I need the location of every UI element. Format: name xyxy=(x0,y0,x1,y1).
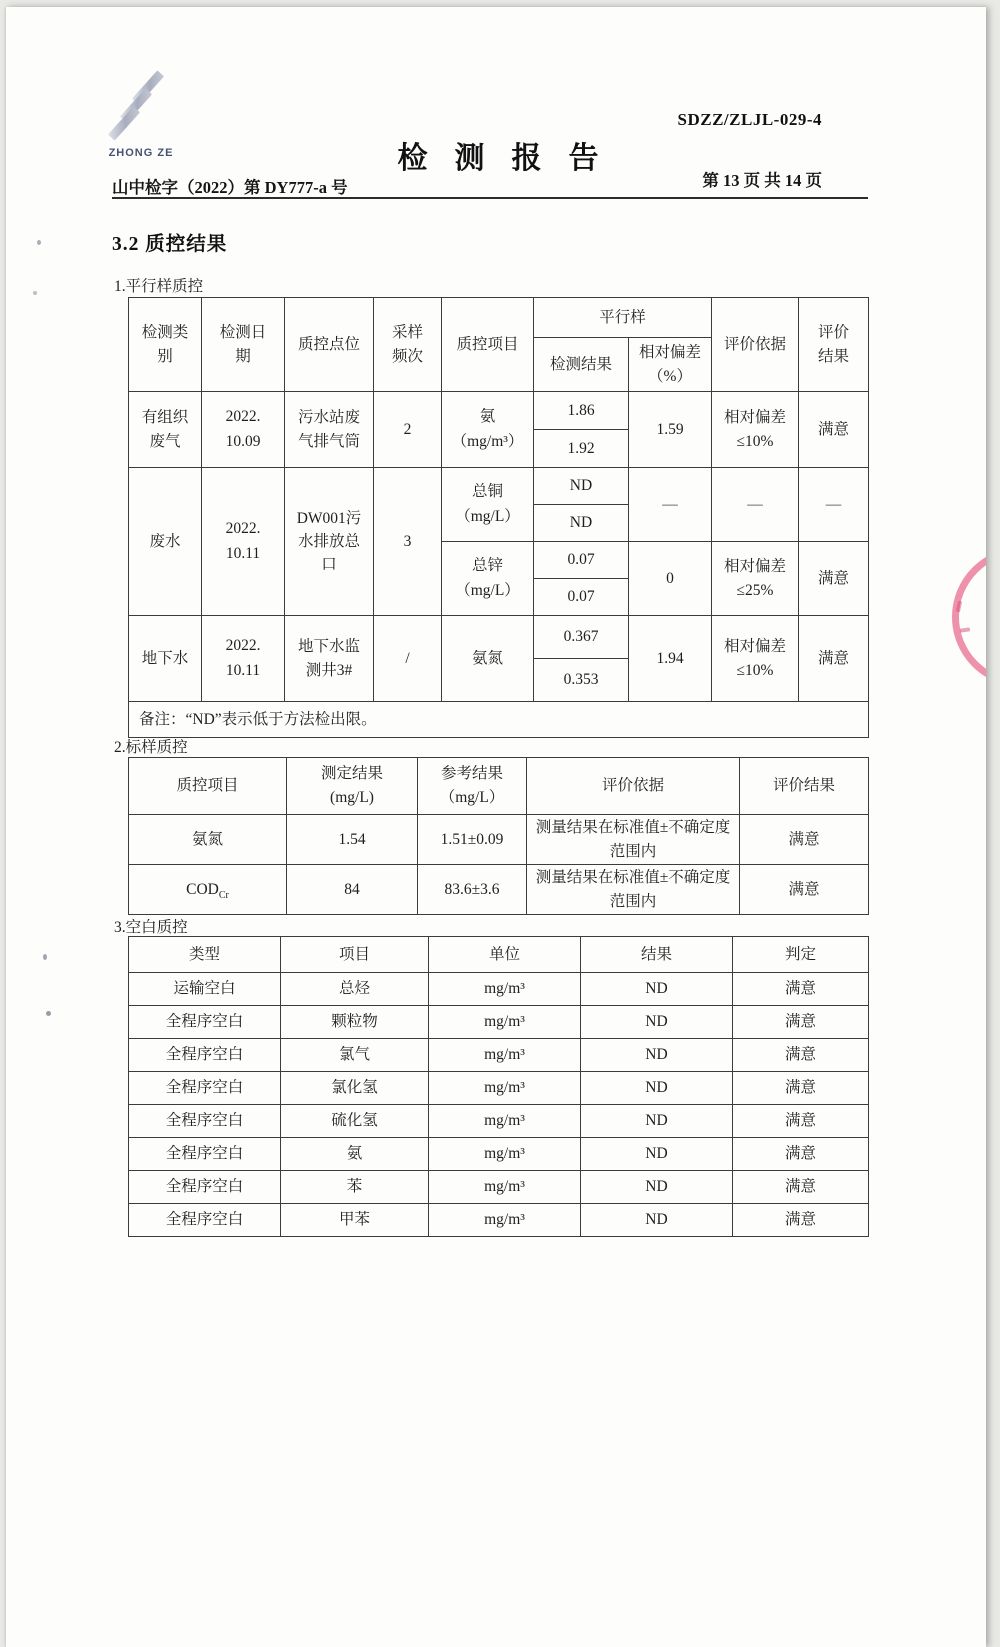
cell-freq: 3 xyxy=(374,468,442,616)
table-note: 备注：“ND”表示低于方法检出限。 xyxy=(129,702,869,738)
cell-item: 氯化氢 xyxy=(281,1072,429,1105)
cell-item: 氯气 xyxy=(281,1039,429,1072)
table-row xyxy=(129,392,869,430)
cell-category: 地下水 xyxy=(129,616,202,702)
parallel-table-caption: 1.平行样质控 xyxy=(114,278,204,295)
cell-evaluation: 满意 xyxy=(799,542,869,616)
item-subscript: Cr xyxy=(218,889,229,901)
cell-point: DW001污水排放总口 xyxy=(285,468,374,616)
cell-item: 甲苯 xyxy=(281,1204,429,1237)
table-row xyxy=(129,1171,869,1204)
section-heading: 3.2 质控结果 xyxy=(112,234,228,255)
header-unit: （mg/L） xyxy=(439,789,505,806)
cell-unit: mg/m³ xyxy=(429,1171,581,1204)
header-unit: (mg/L) xyxy=(330,789,374,806)
cell-item: 氨 xyxy=(281,1138,429,1171)
cell-evaluation: 满意 xyxy=(799,392,869,468)
table-row xyxy=(129,815,869,865)
cell-item: 总烃 xyxy=(281,973,429,1006)
cell-result: 0.07 xyxy=(534,542,629,579)
cell-item: 苯 xyxy=(281,1171,429,1204)
scan-speck xyxy=(33,291,37,295)
cell-result: ND xyxy=(581,1138,733,1171)
table-row xyxy=(129,616,869,659)
cell-evaluation: 满意 xyxy=(740,815,869,865)
col-header-parallel: 平行样 xyxy=(534,298,712,338)
cell-result: ND xyxy=(581,1072,733,1105)
table-row xyxy=(129,1039,869,1072)
scan-speck xyxy=(37,240,41,245)
cell-item: 氨氮 xyxy=(129,815,287,865)
scan-speck xyxy=(46,1011,51,1016)
table-row xyxy=(129,1138,869,1171)
cell-evaluation: 满意 xyxy=(799,616,869,702)
col-header-evaluation: 评价结果 xyxy=(740,758,869,815)
cell-judgement: 满意 xyxy=(733,1204,869,1237)
date-line: 2022. xyxy=(225,520,261,538)
date-line: 2022. xyxy=(225,408,261,426)
cell-result: ND xyxy=(581,1204,733,1237)
cell-judgement: 满意 xyxy=(733,1138,869,1171)
cell-unit: mg/m³ xyxy=(429,1072,581,1105)
cell-reference: 1.51±0.09 xyxy=(418,815,527,865)
table-row xyxy=(129,1204,869,1237)
cell-unit: mg/m³ xyxy=(429,973,581,1006)
cell-basis: 测量结果在标准值±不确定度范围内 xyxy=(527,865,740,915)
cell-category: 有组织废气 xyxy=(129,392,202,468)
cell-judgement: 满意 xyxy=(733,973,869,1006)
col-header-deviation: 相对偏差（%） xyxy=(629,338,712,392)
item-name: 总锌 xyxy=(471,557,503,575)
cell-item xyxy=(442,468,534,542)
cell-deviation: 0 xyxy=(629,542,712,616)
logo-text: ZHONG ZE xyxy=(108,147,174,159)
col-header-judgement: 判定 xyxy=(733,937,869,973)
cell-unit: mg/m³ xyxy=(429,1105,581,1138)
cell-basis: 相对偏差≤10% xyxy=(712,392,799,468)
col-header-category: 检测类别 xyxy=(129,298,202,392)
table-row xyxy=(129,1105,869,1138)
cell-date xyxy=(202,616,285,702)
table-row xyxy=(129,1006,869,1039)
page-indicator: 第 13 页 共 14 页 xyxy=(702,171,822,190)
cell-item: 硫化氢 xyxy=(281,1105,429,1138)
cell-basis: 相对偏差≤25% xyxy=(712,542,799,616)
standard-table-caption: 2.标样质控 xyxy=(114,739,188,756)
cell-category: 废水 xyxy=(129,468,202,616)
item-name: 总铜 xyxy=(471,483,503,501)
col-header-item: 质控项目 xyxy=(442,298,534,392)
table-row xyxy=(129,1072,869,1105)
cell-result: 1.86 xyxy=(534,392,629,430)
cell-judgement: 满意 xyxy=(733,1072,869,1105)
col-header-item: 项目 xyxy=(281,937,429,973)
blank-table-caption: 3.空白质控 xyxy=(114,919,188,936)
item-name: 氨 xyxy=(479,408,496,426)
table-header-row xyxy=(129,758,869,815)
item-unit: （mg/m³） xyxy=(451,432,524,450)
cell-type: 全程序空白 xyxy=(129,1105,281,1138)
cell-type: 运输空白 xyxy=(129,973,281,1006)
cell-basis: 测量结果在标准值±不确定度范围内 xyxy=(527,815,740,865)
col-header-basis: 评价依据 xyxy=(527,758,740,815)
parallel-qc-table xyxy=(128,297,869,738)
cell-evaluation: 满意 xyxy=(740,865,869,915)
stamp-arc xyxy=(952,547,986,687)
date-line: 10.11 xyxy=(225,661,261,679)
cell-item xyxy=(442,392,534,468)
cell-result: 0.367 xyxy=(534,616,629,659)
report-page xyxy=(6,7,986,1647)
cell-result: ND xyxy=(581,1105,733,1138)
header-divider xyxy=(112,197,868,199)
cell-date xyxy=(202,392,285,468)
cell-type: 全程序空白 xyxy=(129,1072,281,1105)
table-note-row xyxy=(129,702,869,738)
cell-item xyxy=(129,865,287,915)
cell-basis: 相对偏差≤10% xyxy=(712,616,799,702)
col-header-item: 质控项目 xyxy=(129,758,287,815)
col-header-evaluation: 评价结果 xyxy=(799,298,869,392)
cell-basis: — xyxy=(712,468,799,542)
cell-result: ND xyxy=(581,1039,733,1072)
table-row xyxy=(129,973,869,1006)
report-title-text: 检测报告 xyxy=(397,142,626,175)
table-header-row xyxy=(129,937,869,973)
cell-unit: mg/m³ xyxy=(429,1039,581,1072)
table-header-row xyxy=(129,298,869,338)
table-row xyxy=(129,468,869,505)
table-row xyxy=(129,865,869,915)
date-line: 10.11 xyxy=(225,544,261,562)
col-header-point: 质控点位 xyxy=(285,298,374,392)
cell-item: 氨氮 xyxy=(442,616,534,702)
cell-result: ND xyxy=(534,505,629,542)
cell-point: 污水站废气排气筒 xyxy=(285,392,374,468)
document-code: SDZZ/ZLJL-029-4 xyxy=(677,110,822,129)
cell-type: 全程序空白 xyxy=(129,1006,281,1039)
cell-measured: 84 xyxy=(287,865,418,915)
col-header-freq: 采样频次 xyxy=(374,298,442,392)
item-name: COD xyxy=(186,880,219,898)
cell-unit: mg/m³ xyxy=(429,1138,581,1171)
cell-type: 全程序空白 xyxy=(129,1204,281,1237)
date-line: 10.09 xyxy=(225,432,261,450)
cell-evaluation: — xyxy=(799,468,869,542)
cell-result: ND xyxy=(581,1006,733,1039)
cell-result: ND xyxy=(581,1171,733,1204)
report-number: 山中检字（2022）第 DY777-a 号 xyxy=(112,178,348,197)
header-line: 测定结果 xyxy=(320,764,383,782)
cell-result: 0.07 xyxy=(534,579,629,616)
cell-point: 地下水监测井3# xyxy=(285,616,374,702)
cell-unit: mg/m³ xyxy=(429,1204,581,1237)
cell-date xyxy=(202,468,285,616)
standard-qc-table xyxy=(128,757,869,915)
col-header-result: 结果 xyxy=(581,937,733,973)
scan-speck xyxy=(43,954,47,960)
date-line: 2022. xyxy=(225,637,261,655)
cell-freq: / xyxy=(374,616,442,702)
col-header-measured xyxy=(287,758,418,815)
col-header-unit: 单位 xyxy=(429,937,581,973)
cell-item xyxy=(442,542,534,616)
cell-judgement: 满意 xyxy=(733,1171,869,1204)
header-line: 参考结果 xyxy=(440,764,503,782)
col-header-basis: 评价依据 xyxy=(712,298,799,392)
col-header-reference xyxy=(418,758,527,815)
cell-result: 0.353 xyxy=(534,659,629,702)
cell-type: 全程序空白 xyxy=(129,1039,281,1072)
cell-judgement: 满意 xyxy=(733,1006,869,1039)
cell-unit: mg/m³ xyxy=(429,1006,581,1039)
cell-deviation: — xyxy=(629,468,712,542)
cell-judgement: 满意 xyxy=(733,1105,869,1138)
cell-type: 全程序空白 xyxy=(129,1171,281,1204)
item-unit: （mg/L） xyxy=(455,507,520,525)
cell-result: ND xyxy=(581,973,733,1006)
col-header-type: 类型 xyxy=(129,937,281,973)
col-header-result: 检测结果 xyxy=(534,338,629,392)
cell-deviation: 1.59 xyxy=(629,392,712,468)
cell-result: 1.92 xyxy=(534,430,629,468)
cell-reference: 83.6±3.6 xyxy=(418,865,527,915)
cell-freq: 2 xyxy=(374,392,442,468)
cell-deviation: 1.94 xyxy=(629,616,712,702)
cell-judgement: 满意 xyxy=(733,1039,869,1072)
blank-qc-table xyxy=(128,936,869,1237)
cell-type: 全程序空白 xyxy=(129,1138,281,1171)
item-unit: （mg/L） xyxy=(455,581,520,599)
cell-result: ND xyxy=(534,468,629,505)
col-header-date: 检测日期 xyxy=(202,298,285,392)
cell-item: 颗粒物 xyxy=(281,1006,429,1039)
cell-measured: 1.54 xyxy=(287,815,418,865)
